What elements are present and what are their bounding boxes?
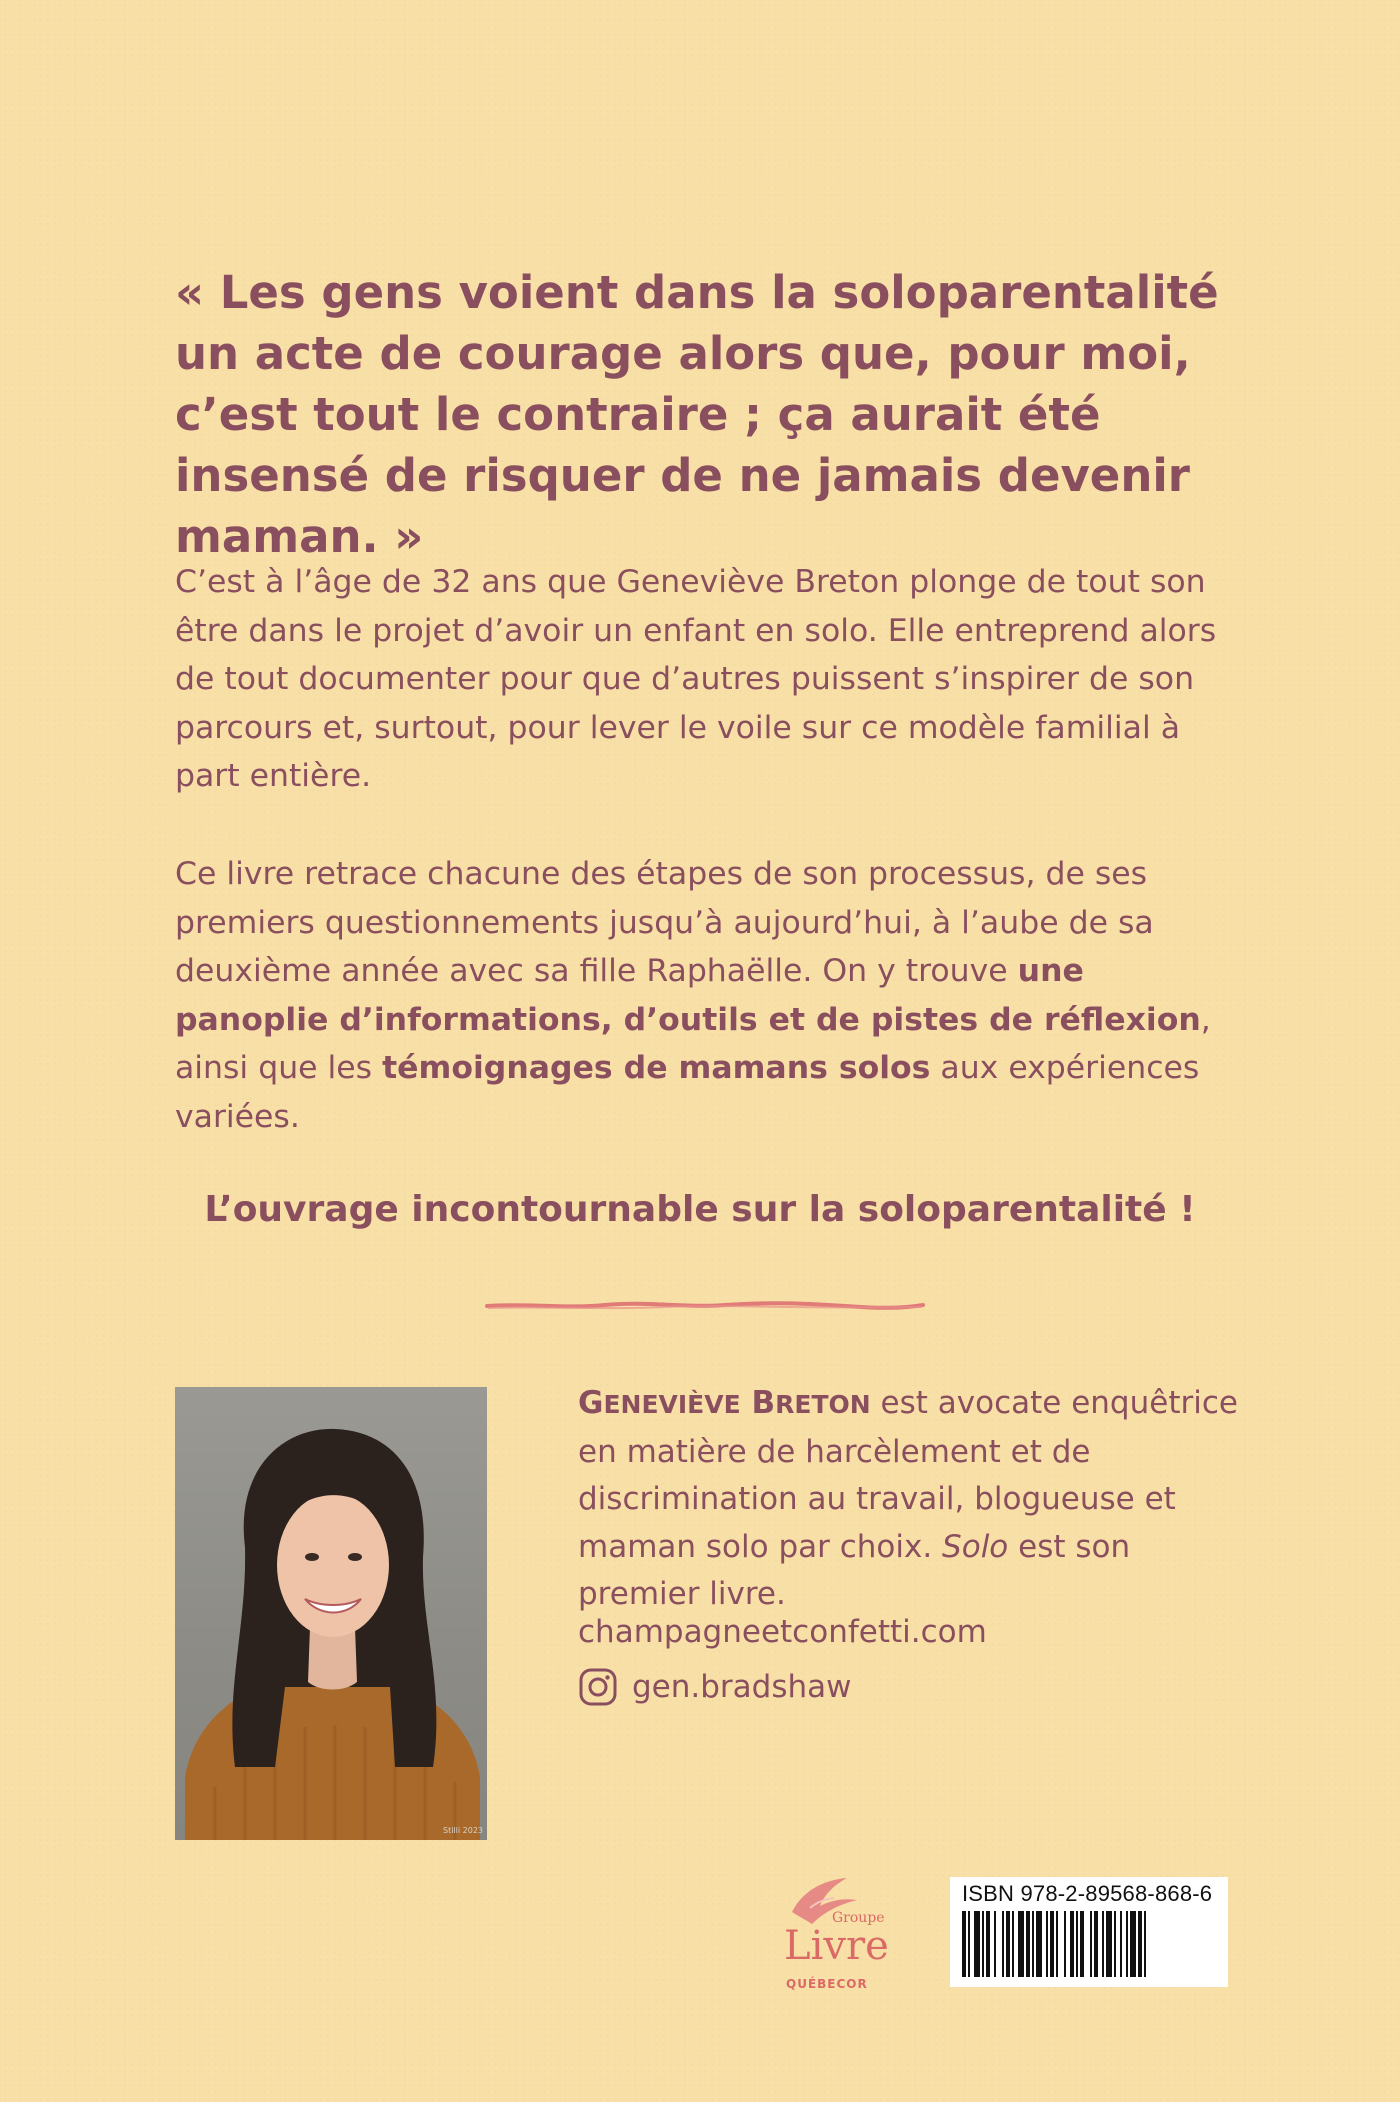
publisher-livre: Livre [784, 1923, 889, 1969]
barcode-bar [986, 1911, 990, 1977]
barcode-bar [1080, 1911, 1084, 1977]
barcode-bar [1006, 1911, 1010, 1977]
isbn-text: ISBN 978-2-89568-868-6 [962, 1881, 1213, 1906]
barcode-bar [1102, 1911, 1104, 1977]
instagram-icon [578, 1667, 618, 1707]
author-first-initial: G [578, 1385, 604, 1421]
description-paragraph-1: C’est à l’âge de 32 ans que Geneviève Breton plonge de tout son être dans le projet d’avoir un enfant en solo. Elle entreprend alors de tout documenter pour que d’autres puissent s’inspirer de son parcours et, surtout, pour lever le voile sur ce modèle familial à part entière. [175, 564, 1217, 794]
barcode-bar [1120, 1911, 1122, 1977]
author-last-rest: RETON [775, 1390, 871, 1419]
barcode-bar [1138, 1911, 1142, 1977]
barcode-bar [1036, 1911, 1042, 1977]
instagram-handle-row [578, 1665, 852, 1709]
instagram-handle: gen.bradshaw [632, 1669, 852, 1705]
barcode-bar [1002, 1911, 1004, 1977]
barcode-bar [1090, 1911, 1092, 1977]
author-bio-text-1: est avocate enquêtrice en matière de harcèlement et de discrimination au travail, blogueuse et maman solo par choix. [578, 1385, 1238, 1565]
barcode-bar [1114, 1911, 1116, 1977]
publisher-logo [762, 1872, 894, 2012]
barcode-bars [962, 1911, 1216, 1977]
author-photo [175, 1387, 487, 1840]
barcode-bar [962, 1911, 966, 1977]
divider-line [485, 1300, 925, 1312]
author-last-initial: B [751, 1385, 776, 1421]
publisher-groupe: Groupe [832, 1910, 885, 1926]
barcode-bar [1130, 1911, 1136, 1977]
barcode-bar [994, 1911, 996, 1977]
barcode-bar [1050, 1911, 1054, 1977]
author-website: champagneetconfetti.com [578, 1614, 987, 1650]
barcode-bar [1076, 1911, 1078, 1977]
author-bio-text-2: est son premier livre. [578, 1528, 1131, 1612]
publisher-quebecor: QUÉBECOR [786, 1977, 868, 1991]
author-first-rest: ENEVIÈVE [603, 1390, 741, 1419]
barcode-bar [1026, 1911, 1030, 1977]
para2-bold-1: une panoplie d’informations, d’outils et de pistes de réflexion [175, 953, 1201, 1038]
pull-quote: « Les gens voient dans la soloparentalité un acte de courage alors que, pour moi, c’est tout le contraire ; ça aurait été insensé de risquer de ne jamais devenir maman. » [175, 266, 1219, 563]
book-title: Solo [942, 1528, 1009, 1565]
barcode-bar [1144, 1911, 1146, 1977]
para2-bold-2: témoignages de mamans solos [382, 1050, 931, 1086]
para2-text-3: aux expériences variées. [175, 1050, 1200, 1135]
barcode-bar [1064, 1911, 1066, 1977]
isbn-barcode [950, 1877, 1228, 1987]
barcode-bar [1046, 1911, 1048, 1977]
para2-text-1: Ce livre retrace chacune des étapes de son processus, de ses premiers questionnements jusqu’à aujourd’hui, à l’aube de sa deuxième année avec sa fille Raphaëlle. On y trouve [175, 856, 1154, 989]
barcode-bar [974, 1911, 980, 1977]
barcode-bar [1094, 1911, 1098, 1977]
barcode-bar [1106, 1911, 1112, 1977]
barcode-bar [1018, 1911, 1024, 1977]
author-portrait-illustration [175, 1387, 487, 1840]
barcode-bar [1056, 1911, 1058, 1977]
barcode-bar [1070, 1911, 1074, 1977]
photo-watermark: Stilli 2023 [443, 1826, 484, 1835]
description-paragraph-2 [175, 850, 1235, 1141]
barcode-bar [1126, 1911, 1128, 1977]
barcode-bar [1012, 1911, 1014, 1977]
barcode-bar [968, 1911, 970, 1977]
barcode-bar [982, 1911, 984, 1977]
author-name [578, 1385, 871, 1421]
barcode-bar [1032, 1911, 1034, 1977]
author-bio [578, 1380, 1238, 1619]
tagline: L’ouvrage incontournable sur la soloparentalité ! [204, 1189, 1196, 1230]
para2-text-2: , ainsi que les [175, 1001, 1211, 1086]
